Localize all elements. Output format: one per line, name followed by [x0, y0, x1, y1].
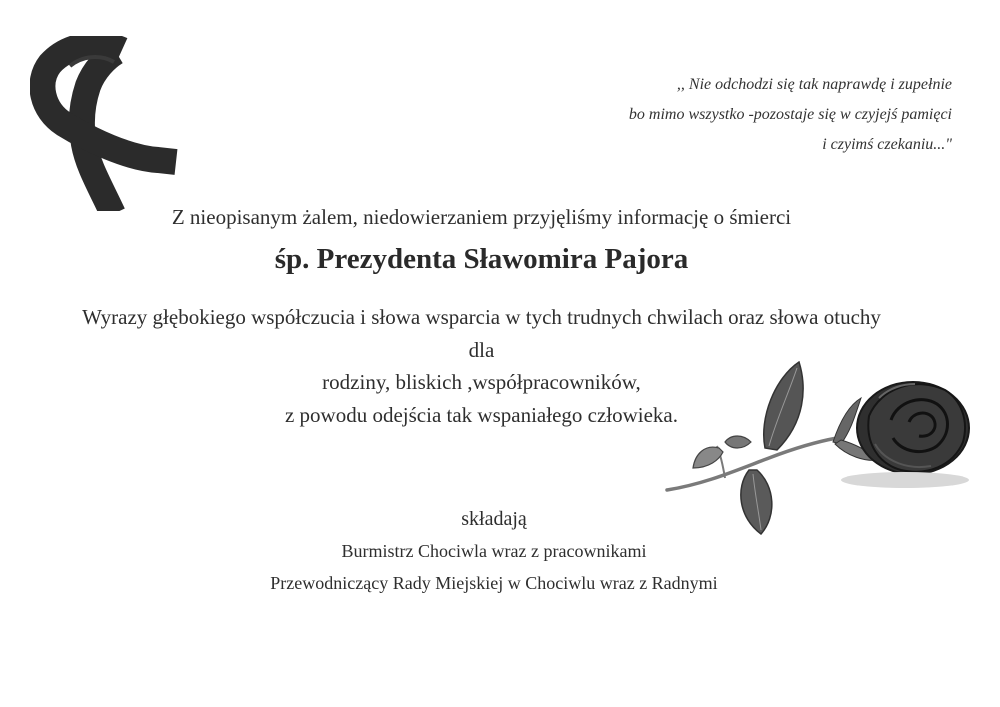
deceased-name: śp. Prezydenta Sławomira Pajora [274, 243, 689, 275]
mourning-ribbon-icon [30, 36, 180, 211]
signer-line-1: Burmistrz Chociwla wraz z pracownikami [341, 541, 647, 561]
quote-line-2: bo mimo wszystko -pozostaje się w czyjejś pamięci [628, 106, 952, 123]
quote-line-1: ,, Nie odchodzi się tak naprawdę i zupełnie [676, 76, 952, 93]
signer-line-2: Przewodniczący Rady Miejskiej w Chociwlu wraz z Radnymi [270, 573, 718, 593]
body-line-3: rodziny, bliskich ,współpracowników, [322, 370, 641, 394]
signers-block [0, 503, 988, 599]
epitaph-quote [512, 70, 952, 160]
body-line-1: Wyrazy głębokiego współczucia i słowa wsparcia w tych trudnych chwilach oraz słowa otuchy [82, 305, 881, 329]
signers-lead: składają [461, 508, 527, 530]
body-line-2: dla [468, 337, 495, 362]
intro-text: Z nieopisanym żalem, niedowierzaniem przyjęliśmy informację o śmierci [171, 205, 792, 229]
quote-line-3: i czyimś czekaniu..." [822, 136, 952, 153]
body-line-4: z powodu odejścia tak wspaniałego człowieka. [284, 402, 679, 427]
